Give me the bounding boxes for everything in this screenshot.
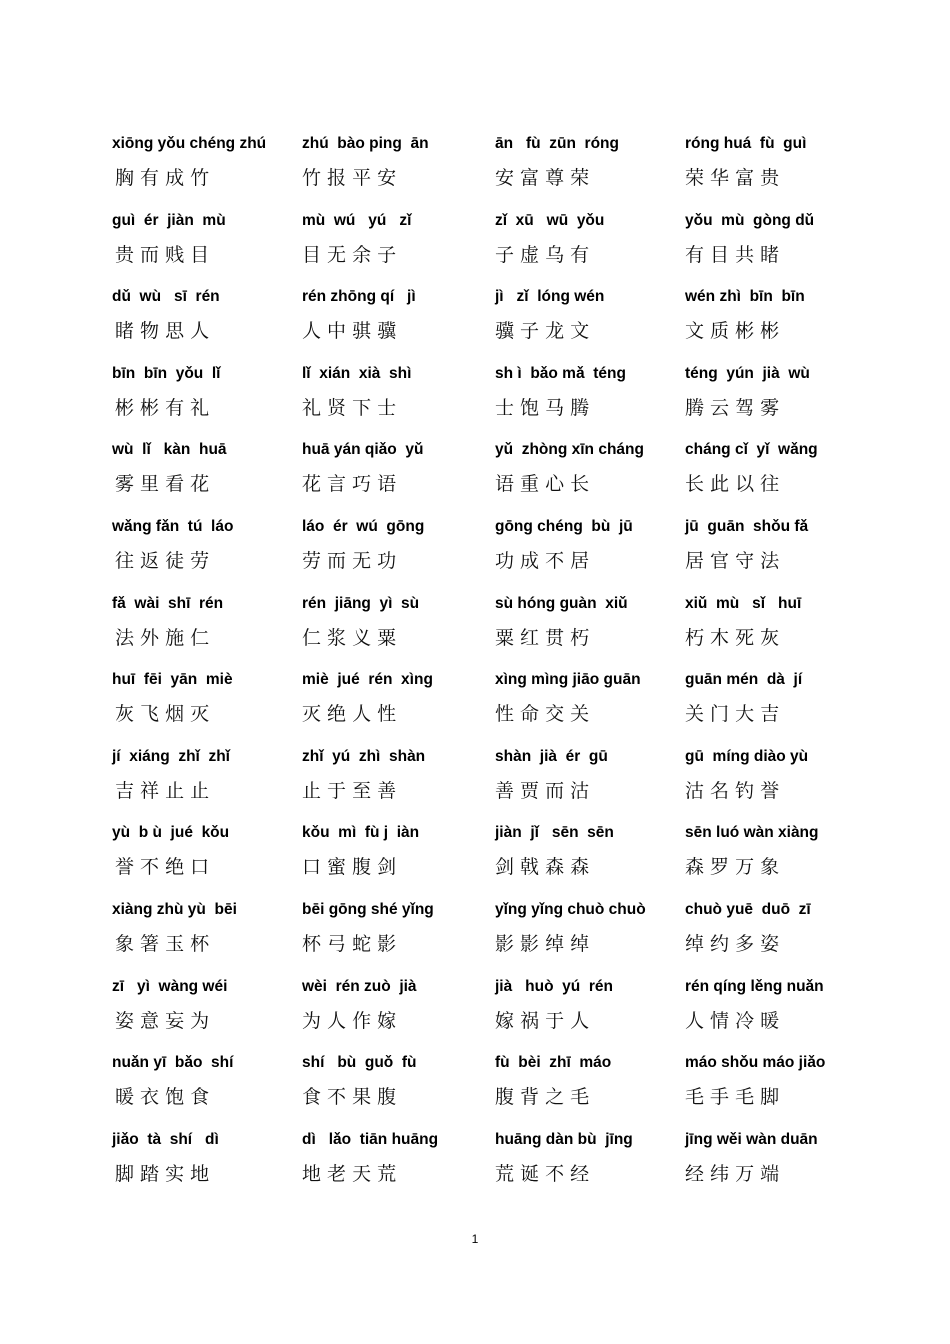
pinyin-text: jīng wěi wàn duān xyxy=(685,1130,818,1148)
hanzi-text: 腹 背 之 毛 xyxy=(495,1086,590,1109)
pinyin-text: yǔ zhòng xīn cháng xyxy=(495,441,644,459)
hanzi-text: 地 老 天 荒 xyxy=(302,1162,397,1185)
idiom-entry xyxy=(495,440,685,517)
pinyin-text: huā yán qiǎo yǔ xyxy=(302,441,424,459)
idiom-entry xyxy=(685,287,855,364)
pinyin-text: dǔ wù sī rén xyxy=(112,288,220,306)
idiom-entry xyxy=(112,823,302,900)
idiom-entry xyxy=(495,1130,685,1207)
idiom-entry xyxy=(685,670,855,747)
pinyin-text: rén jiāng yì sù xyxy=(302,594,420,612)
idiom-entry xyxy=(112,977,302,1054)
hanzi-text: 往 返 徒 劳 xyxy=(115,549,210,572)
hanzi-text: 腾 云 驾 雾 xyxy=(685,396,780,419)
idiom-entry xyxy=(112,594,302,671)
idiom-entry xyxy=(495,977,685,1054)
idiom-entry xyxy=(302,823,495,900)
idiom-entry xyxy=(495,823,685,900)
idiom-entry xyxy=(495,900,685,977)
pinyin-text: gōng chéng bù jū xyxy=(495,517,633,535)
idiom-entry xyxy=(112,1130,302,1207)
idiom-entry xyxy=(685,1130,855,1207)
idiom-entry xyxy=(495,364,685,441)
hanzi-text: 安 富 尊 荣 xyxy=(495,167,590,189)
pinyin-text: jí xiáng zhǐ zhǐ xyxy=(112,747,230,765)
hanzi-text: 文 质 彬 彬 xyxy=(685,320,780,343)
idiom-entry xyxy=(112,364,302,441)
hanzi-text: 贵 而 贱 目 xyxy=(115,243,210,266)
pinyin-text: jì zǐ lóng wén xyxy=(495,288,605,306)
hanzi-text: 居 官 守 法 xyxy=(685,549,780,572)
hanzi-text: 仁 浆 义 粟 xyxy=(302,626,397,649)
idiom-entry xyxy=(302,594,495,671)
idiom-entry xyxy=(685,1053,855,1130)
idiom-entry xyxy=(302,211,495,288)
pinyin-text: sù hóng guàn xiǔ xyxy=(495,594,628,612)
pinyin-text: jiǎo tà shí dì xyxy=(112,1130,219,1148)
hanzi-text: 毛 手 毛 脚 xyxy=(685,1086,780,1109)
pinyin-text: guān mén dà jí xyxy=(685,671,803,689)
pinyin-text: rén zhōng qí jì xyxy=(302,288,416,306)
hanzi-text: 有 目 共 睹 xyxy=(685,243,780,266)
hanzi-text: 目 无 余 子 xyxy=(302,243,397,266)
pinyin-text: wù lǐ kàn huā xyxy=(112,441,227,459)
pinyin-text: wèi rén zuò jià xyxy=(302,977,417,995)
pinyin-text: téng yún jià wù xyxy=(685,364,810,382)
hanzi-text: 嫁 祸 于 人 xyxy=(495,1009,590,1032)
hanzi-text: 善 贾 而 沽 xyxy=(495,779,590,802)
hanzi-text: 象 箸 玉 杯 xyxy=(115,932,210,955)
pinyin-text: dì lǎo tiān huāng xyxy=(302,1130,439,1148)
idiom-entry xyxy=(685,823,855,900)
pinyin-text: wǎng fǎn tú láo xyxy=(112,517,234,535)
pinyin-text: fù bèi zhī máo xyxy=(495,1054,612,1072)
pinyin-text: nuǎn yī bǎo shí xyxy=(112,1054,234,1072)
pinyin-text: kǒu mì fù j iàn xyxy=(302,824,420,842)
hanzi-text: 睹 物 思 人 xyxy=(115,320,210,343)
pinyin-text: zhǐ yú zhì shàn xyxy=(302,747,426,765)
hanzi-text: 性 命 交 关 xyxy=(495,703,590,726)
pinyin-text: gū míng diào yù xyxy=(685,747,809,765)
pinyin-text: xiǔ mù sǐ huī xyxy=(685,594,802,612)
idiom-entry xyxy=(112,211,302,288)
hanzi-text: 食 不 果 腹 xyxy=(302,1086,397,1109)
hanzi-text: 荣 华 富 贵 xyxy=(685,167,780,189)
idiom-entry xyxy=(302,287,495,364)
hanzi-text: 杯 弓 蛇 影 xyxy=(302,932,397,955)
idiom-entry xyxy=(112,1053,302,1130)
idiom-entry xyxy=(112,900,302,977)
pinyin-text: yù b ù jué kǒu xyxy=(112,824,230,842)
hanzi-text: 荒 诞 不 经 xyxy=(495,1162,590,1185)
hanzi-text: 粟 红 贯 朽 xyxy=(495,626,590,649)
pinyin-text: chuò yuē duō zī xyxy=(685,900,811,918)
hanzi-text: 为 人 作 嫁 xyxy=(302,1009,397,1032)
hanzi-text: 礼 贤 下 士 xyxy=(302,396,397,419)
pinyin-text: zhú bào ping ān xyxy=(302,135,429,152)
idiom-entry xyxy=(112,517,302,594)
hanzi-text: 法 外 施 仁 xyxy=(115,626,210,649)
hanzi-text: 森 罗 万 象 xyxy=(685,856,780,879)
pinyin-text: shàn jià ér gū xyxy=(495,747,608,765)
pinyin-text: bīn bīn yǒu lǐ xyxy=(112,364,221,382)
hanzi-text: 骥 子 龙 文 xyxy=(495,320,590,343)
hanzi-text: 经 纬 万 端 xyxy=(685,1162,780,1185)
pinyin-text: xìng mìng jiāo guān xyxy=(495,671,641,689)
idiom-entry xyxy=(685,364,855,441)
idiom-entry xyxy=(302,900,495,977)
idiom-entry xyxy=(685,977,855,1054)
hanzi-text: 灭 绝 人 性 xyxy=(302,703,397,726)
idiom-entry xyxy=(685,517,855,594)
hanzi-text: 绰 约 多 姿 xyxy=(685,932,780,955)
hanzi-text: 灰 飞 烟 灭 xyxy=(115,703,210,726)
hanzi-text: 语 重 心 长 xyxy=(495,473,590,496)
pinyin-text: zī yì wàng wéi xyxy=(112,977,228,995)
pinyin-text: máo shǒu máo jiǎo xyxy=(685,1054,826,1072)
idiom-entry xyxy=(685,134,855,211)
hanzi-text: 口 蜜 腹 剑 xyxy=(302,856,397,879)
pinyin-text: lǐ xián xià shì xyxy=(302,364,412,382)
hanzi-text: 竹 报 平 安 xyxy=(302,167,397,189)
pinyin-text: wén zhì bīn bīn xyxy=(685,288,805,306)
pinyin-text: jià huò yú rén xyxy=(495,977,613,995)
hanzi-text: 朽 木 死 灰 xyxy=(685,626,780,649)
hanzi-text: 劳 而 无 功 xyxy=(302,549,397,572)
pinyin-text: yǐng yǐng chuò chuò xyxy=(495,900,646,918)
pinyin-text: sēn luó wàn xiàng xyxy=(685,824,819,842)
hanzi-text: 影 影 绰 绰 xyxy=(495,932,590,955)
hanzi-text: 脚 踏 实 地 xyxy=(115,1162,210,1185)
idiom-entry xyxy=(302,1053,495,1130)
idiom-entry xyxy=(685,900,855,977)
idiom-entry xyxy=(495,670,685,747)
hanzi-text: 沽 名 钓 誉 xyxy=(685,779,780,802)
hanzi-text: 关 门 大 吉 xyxy=(685,703,780,726)
idiom-entry xyxy=(302,977,495,1054)
hanzi-text: 彬 彬 有 礼 xyxy=(115,396,210,419)
hanzi-text: 人 中 骐 骥 xyxy=(302,320,397,343)
hanzi-text: 吉 祥 止 止 xyxy=(115,779,210,802)
hanzi-text: 姿 意 妄 为 xyxy=(115,1009,210,1032)
idiom-entry xyxy=(302,364,495,441)
pinyin-text: shí bù guǒ fù xyxy=(302,1054,417,1072)
pinyin-text: huāng dàn bù jīng xyxy=(495,1130,633,1148)
pinyin-text: jiàn jǐ sēn sēn xyxy=(495,824,614,842)
idiom-entry xyxy=(495,211,685,288)
hanzi-text: 人 情 冷 暖 xyxy=(685,1009,780,1032)
pinyin-text: miè jué rén xìng xyxy=(302,671,433,689)
idiom-entry xyxy=(495,517,685,594)
hanzi-text: 暖 衣 饱 食 xyxy=(115,1086,210,1109)
idiom-entry xyxy=(112,670,302,747)
idiom-entry xyxy=(495,1053,685,1130)
hanzi-text: 剑 戟 森 森 xyxy=(495,856,590,879)
pinyin-text: huī fēi yān miè xyxy=(112,671,233,689)
idiom-entry xyxy=(495,287,685,364)
pinyin-text: xiàng zhù yù bēi xyxy=(112,900,237,918)
idiom-entry xyxy=(685,594,855,671)
idiom-grid xyxy=(112,134,855,1206)
idiom-entry xyxy=(685,440,855,517)
pinyin-text: zǐ xū wū yǒu xyxy=(495,211,605,229)
idiom-entry xyxy=(302,440,495,517)
hanzi-text: 胸 有 成 竹 xyxy=(115,167,210,189)
hanzi-text: 誉 不 绝 口 xyxy=(115,856,210,879)
idiom-entry xyxy=(302,517,495,594)
pinyin-text: fǎ wài shī rén xyxy=(112,594,224,612)
pinyin-text: rén qíng lěng nuǎn xyxy=(685,977,824,995)
idiom-entry xyxy=(302,1130,495,1207)
hanzi-text: 雾 里 看 花 xyxy=(115,473,210,496)
pinyin-text: bēi gōng shé yǐng xyxy=(302,900,434,918)
pinyin-text: guì ér jiàn mù xyxy=(112,211,226,229)
idiom-entry xyxy=(495,747,685,824)
idiom-entry xyxy=(685,211,855,288)
hanzi-text: 长 此 以 往 xyxy=(685,473,780,496)
idiom-entry xyxy=(112,747,302,824)
pinyin-text: mù wú yú zǐ xyxy=(302,211,412,229)
pinyin-text: xiōng yǒu chéng zhú xyxy=(112,135,267,152)
idiom-entry xyxy=(495,594,685,671)
hanzi-text: 功 成 不 居 xyxy=(495,549,590,572)
pinyin-text: ān fù zūn róng xyxy=(495,135,619,152)
pinyin-text: cháng cǐ yǐ wǎng xyxy=(685,441,818,459)
page-number: 1 xyxy=(471,1232,479,1246)
pinyin-text: róng huá fù guì xyxy=(685,135,807,152)
idiom-entry xyxy=(302,134,495,211)
hanzi-text: 子 虚 乌 有 xyxy=(495,243,590,266)
hanzi-text: 花 言 巧 语 xyxy=(302,473,397,496)
pinyin-text: láo ér wú gōng xyxy=(302,517,425,535)
idiom-entry xyxy=(495,134,685,211)
idiom-entry xyxy=(685,747,855,824)
idiom-entry xyxy=(112,440,302,517)
idiom-entry xyxy=(302,670,495,747)
pinyin-text: yǒu mù gòng dǔ xyxy=(685,211,815,229)
idiom-entry xyxy=(112,134,302,211)
hanzi-text: 士 饱 马 腾 xyxy=(495,396,590,419)
idiom-entry xyxy=(302,747,495,824)
pinyin-text: sh ì bǎo mǎ téng xyxy=(495,364,626,382)
hanzi-text: 止 于 至 善 xyxy=(302,779,397,802)
pinyin-text: jū guān shǒu fǎ xyxy=(685,517,809,535)
idiom-entry xyxy=(112,287,302,364)
